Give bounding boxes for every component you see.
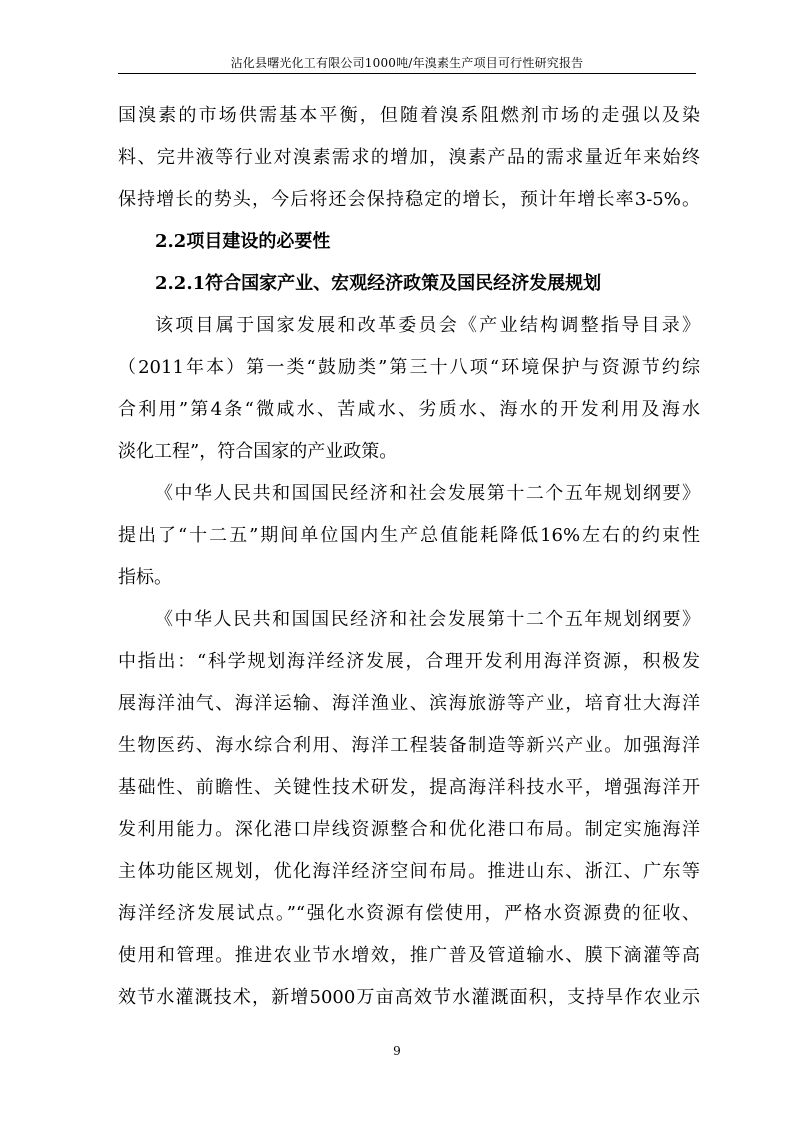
running-header: 沾化县曙光化工有限公司1000吨/年溴素生产项目可行性研究报告: [230, 56, 584, 70]
header-rule: [118, 73, 696, 74]
paragraph-line: 生物医药、海水综合利用、海洋工程装备制造等新兴产业。加强海洋: [118, 735, 700, 756]
subsection-heading: 2.2.1符合国家产业、宏观经济政策及国民经济发展规划: [155, 273, 602, 294]
document-body: [118, 95, 700, 1019]
paragraph-line: 淡化工程”，符合国家的产业政策。: [118, 441, 398, 462]
paragraph-line: 效节水灌溉技术，新增5000万亩高效节水灌溉面积，支持旱作农业示: [118, 987, 700, 1008]
paragraph-line: （2011年本）第一类“鼓励类”第三十八项“环境保护与资源节约综: [118, 357, 700, 378]
paragraph-line: 合利用”第4条“微咸水、苦咸水、劣质水、海水的开发利用及海水: [118, 399, 700, 420]
paragraph-line: 基础性、前瞻性、关键性技术研发，提高海洋科技水平，增强海洋开: [118, 777, 700, 798]
paragraph-line: 《中华人民共和国国民经济和社会发展第十二个五年规划纲要》: [155, 609, 700, 630]
paragraph-line: 指标。: [118, 567, 172, 588]
paragraph-line: 中指出：“科学规划海洋经济发展，合理开发利用海洋资源，积极发: [118, 651, 700, 672]
paragraph-line: 主体功能区规划，优化海洋经济空间布局。推进山东、浙江、广东等: [118, 861, 700, 882]
paragraph-line: 保持增长的势头，今后将还会保持稳定的增长，预计年增长率3-5%。: [118, 189, 700, 210]
paragraph-line: 海洋经济发展试点。”“强化水资源有偿使用，严格水资源费的征收、: [118, 903, 700, 924]
paragraph-line: 料、完井液等行业对溴素需求的增加，溴素产品的需求量近年来始终: [118, 147, 700, 168]
section-heading: 2.2项目建设的必要性: [155, 231, 331, 252]
paragraph-line: 提出了“十二五”期间单位国内生产总值能耗降低16%左右的约束性: [118, 525, 700, 546]
paragraph-line: 发利用能力。深化港口岸线资源整合和优化港口布局。制定实施海洋: [118, 819, 700, 840]
page-number: 9: [393, 1044, 401, 1058]
paragraph-line: 展海洋油气、海洋运输、海洋渔业、滨海旅游等产业，培育壮大海洋: [118, 693, 700, 714]
paragraph-line: 该项目属于国家发展和改革委员会《产业结构调整指导目录》: [155, 315, 700, 336]
paragraph-line: 使用和管理。推进农业节水增效，推广普及管道输水、膜下滴灌等高: [118, 945, 700, 966]
paragraph-line: 《中华人民共和国国民经济和社会发展第十二个五年规划纲要》: [155, 483, 700, 504]
paragraph-line: 国溴素的市场供需基本平衡，但随着溴系阻燃剂市场的走强以及染: [118, 105, 700, 126]
